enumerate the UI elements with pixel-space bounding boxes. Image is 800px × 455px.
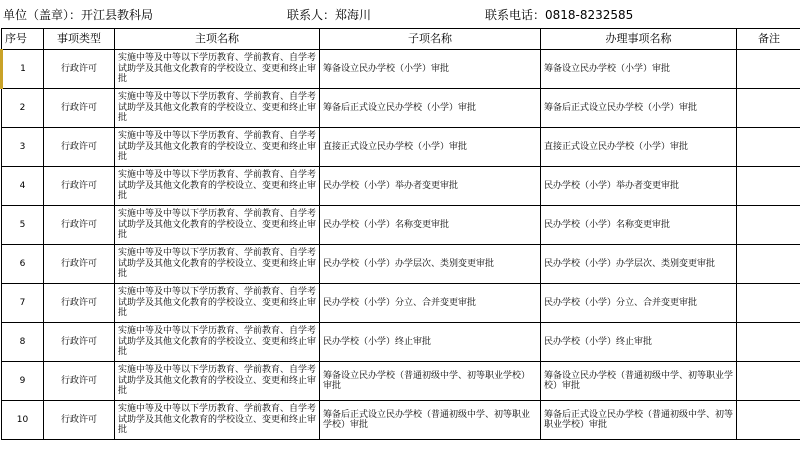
cell-task: 筹备后正式设立民办学校（普通初级中学、初等职业学校）审批 <box>541 401 737 440</box>
cell-type: 行政许可 <box>44 206 115 245</box>
cell-sub: 直接正式设立民办学校（小学）审批 <box>320 128 541 167</box>
cell-sub: 筹备后正式设立民办学校（普通初级中学、初等职业学校）审批 <box>320 401 541 440</box>
col-header-type: 事项类型 <box>44 29 115 50</box>
cell-sub: 民办学校（小学）名称变更审批 <box>320 206 541 245</box>
cell-num: 9 <box>2 362 44 401</box>
table-row[interactable] <box>2 206 800 245</box>
items-table <box>0 28 800 440</box>
cell-task: 筹备设立民办学校（普通初级中学、初等职业学校）审批 <box>541 362 737 401</box>
contact-person: 联系人：郑海川 <box>287 8 372 22</box>
cell-num: 2 <box>2 89 44 128</box>
cell-num: 4 <box>2 167 44 206</box>
cell-type: 行政许可 <box>44 284 115 323</box>
cell-type: 行政许可 <box>44 167 115 206</box>
col-header-main: 主项名称 <box>115 29 320 50</box>
cell-sub: 筹备设立民办学校（小学）审批 <box>320 50 541 89</box>
col-header-note: 备注 <box>737 29 800 50</box>
cell-note <box>737 128 800 167</box>
cell-num: 6 <box>2 245 44 284</box>
table-header-row <box>2 29 800 50</box>
cell-task: 筹备后正式设立民办学校（小学）审批 <box>541 89 737 128</box>
cell-type: 行政许可 <box>44 401 115 440</box>
table-row[interactable] <box>2 323 800 362</box>
table-row[interactable] <box>2 89 800 128</box>
cell-sub: 筹备设立民办学校（普通初级中学、初等职业学校）审批 <box>320 362 541 401</box>
cell-type: 行政许可 <box>44 128 115 167</box>
table-row[interactable] <box>2 128 800 167</box>
cell-main: 实施中等及中等以下学历教育、学前教育、自学考试助学及其他文化教育的学校设立、变更和终止审批 <box>115 89 320 128</box>
cell-task: 民办学校（小学）名称变更审批 <box>541 206 737 245</box>
cell-type: 行政许可 <box>44 50 115 89</box>
table-row[interactable] <box>2 167 800 206</box>
col-header-task: 办理事项名称 <box>541 29 737 50</box>
cell-type: 行政许可 <box>44 323 115 362</box>
cell-main: 实施中等及中等以下学历教育、学前教育、自学考试助学及其他文化教育的学校设立、变更和终止审批 <box>115 284 320 323</box>
cell-num: 7 <box>2 284 44 323</box>
cell-task: 民办学校（小学）办学层次、类别变更审批 <box>541 245 737 284</box>
cell-main: 实施中等及中等以下学历教育、学前教育、自学考试助学及其他文化教育的学校设立、变更和终止审批 <box>115 128 320 167</box>
table-row[interactable] <box>2 362 800 401</box>
table-row[interactable] <box>2 50 800 89</box>
unit-label: 单位（盖章）：开江县教科局 <box>3 8 154 22</box>
cell-type: 行政许可 <box>44 245 115 284</box>
cell-sub: 民办学校（小学）办学层次、类别变更审批 <box>320 245 541 284</box>
cell-task: 民办学校（小学）终止审批 <box>541 323 737 362</box>
cell-note <box>737 50 800 89</box>
cell-note <box>737 89 800 128</box>
cell-note <box>737 284 800 323</box>
contact-phone: 联系电话：0818-8232585 <box>485 8 634 22</box>
cell-note <box>737 323 800 362</box>
cell-note <box>737 167 800 206</box>
cell-main: 实施中等及中等以下学历教育、学前教育、自学考试助学及其他文化教育的学校设立、变更和终止审批 <box>115 362 320 401</box>
table-row[interactable] <box>2 245 800 284</box>
col-header-sub: 子项名称 <box>320 29 541 50</box>
cell-num: 1 <box>2 50 44 89</box>
cell-note <box>737 362 800 401</box>
cell-num: 8 <box>2 323 44 362</box>
document-header <box>0 0 800 30</box>
cell-task: 直接正式设立民办学校（小学）审批 <box>541 128 737 167</box>
cell-num: 3 <box>2 128 44 167</box>
cell-main: 实施中等及中等以下学历教育、学前教育、自学考试助学及其他文化教育的学校设立、变更和终止审批 <box>115 323 320 362</box>
cell-note <box>737 401 800 440</box>
cell-main: 实施中等及中等以下学历教育、学前教育、自学考试助学及其他文化教育的学校设立、变更和终止审批 <box>115 245 320 284</box>
table-row[interactable] <box>2 284 800 323</box>
cell-type: 行政许可 <box>44 362 115 401</box>
col-header-num: 序号 <box>2 29 44 50</box>
cell-sub: 筹备后正式设立民办学校（小学）审批 <box>320 89 541 128</box>
cell-task: 民办学校（小学）分立、合并变更审批 <box>541 284 737 323</box>
cell-num: 10 <box>2 401 44 440</box>
cell-num: 5 <box>2 206 44 245</box>
cell-sub: 民办学校（小学）分立、合并变更审批 <box>320 284 541 323</box>
cell-sub: 民办学校（小学）举办者变更审批 <box>320 167 541 206</box>
cell-task: 民办学校（小学）举办者变更审批 <box>541 167 737 206</box>
cell-sub: 民办学校（小学）终止审批 <box>320 323 541 362</box>
cell-main: 实施中等及中等以下学历教育、学前教育、自学考试助学及其他文化教育的学校设立、变更和终止审批 <box>115 50 320 89</box>
cell-main: 实施中等及中等以下学历教育、学前教育、自学考试助学及其他文化教育的学校设立、变更和终止审批 <box>115 206 320 245</box>
cell-type: 行政许可 <box>44 89 115 128</box>
cell-note <box>737 245 800 284</box>
cell-main: 实施中等及中等以下学历教育、学前教育、自学考试助学及其他文化教育的学校设立、变更和终止审批 <box>115 401 320 440</box>
cell-note <box>737 206 800 245</box>
cell-main: 实施中等及中等以下学历教育、学前教育、自学考试助学及其他文化教育的学校设立、变更和终止审批 <box>115 167 320 206</box>
table-row[interactable] <box>2 401 800 440</box>
cell-task: 筹备设立民办学校（小学）审批 <box>541 50 737 89</box>
